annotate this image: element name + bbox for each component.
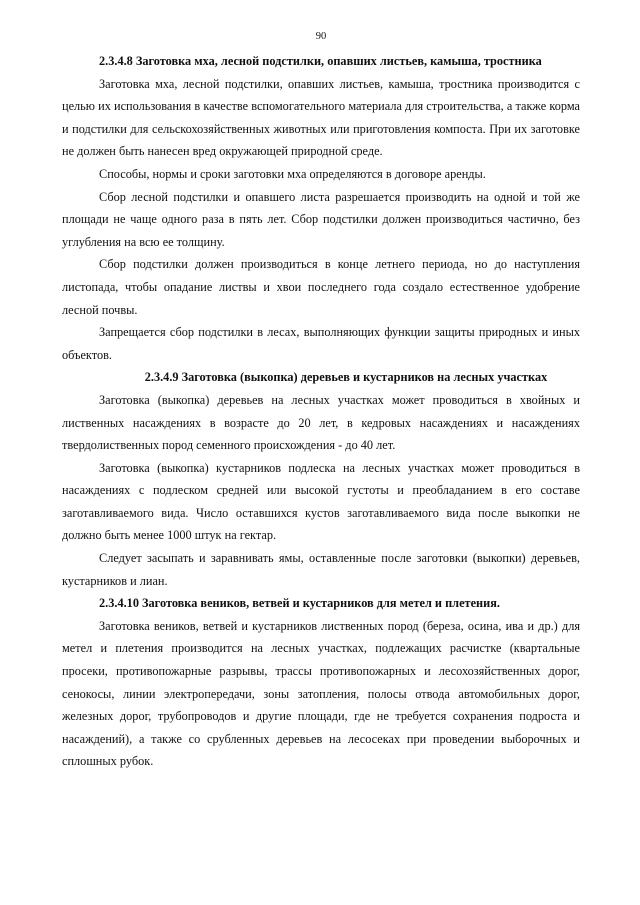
paragraph: Сбор подстилки должен производиться в конце летнего периода, но до наступления листопада, чтобы опадание листвы и хвои последнего года создало естественное удобрение лесной почвы. — [62, 257, 580, 317]
paragraph: Заготовка мха, лесной подстилки, опавших листьев, камыша, тростника производится с целью их использования в качестве вспомогательного материала для строительства, а также корма и подстилки для сельскохозяйственных животных или приготовления компоста. При их заготовке не должен быть нанесен вред окружающей природной среде. — [62, 76, 580, 159]
section-heading-2-3-4-8: 2.3.4.8 Заготовка мха, лесной подстилки, опавших листьев, камыша, тростника — [99, 54, 542, 68]
paragraph: Заготовка веников, ветвей и кустарников лиственных пород (береза, осина, ива и др.) для метел и плетения производится на лесных участках, подлежащих расчистке (квартальные просеки, противопожарные разрывы, трассы противопожарных и лесохозяйственных дорог, сенокосы, линии электропередачи, зоны затопления, полосы отвода автомобильных дорог, железных дорог, трубопроводов и другие площади, где не требуется сохранения подроста и насаждений), а также со срубленных деревьев на лесосеках при проведении выборочных и сплошных рубок. — [62, 618, 580, 769]
page-number: 90 — [315, 31, 327, 42]
paragraph: Заготовка (выкопка) деревьев на лесных участках может проводиться в хвойных и лиственных насаждениях в возрасте до 20 лет, в кедровых насаждениях и насаждениях твердолиственных пород семенного происхождения - до 40 лет. — [62, 392, 580, 453]
paragraph: Следует засыпать и заравнивать ямы, оставленные после заготовки (выкопки) деревьев, кустарников и лиан. — [62, 551, 580, 588]
paragraph: Сбор лесной подстилки и опавшего листа разрешается производить на одной и той же площади не чаще одного раза в пять лет. Сбор подстилки должен производиться частично, без углубления на всю ее толщину. — [62, 189, 580, 249]
section-heading-2-3-4-9: 2.3.4.9 Заготовка (выкопка) деревьев и кустарников на лесных участках — [144, 370, 548, 385]
document-body — [62, 50, 580, 773]
section-heading-2-3-4-10: 2.3.4.10 Заготовка веников, ветвей и кустарников для метел и плетения. — [99, 596, 500, 611]
paragraph: Заготовка (выкопка) кустарников подлеска на лесных участках может проводиться в насаждениях с подлеском средней или высокой густоты и преобладанием в его составе заготавливаемого вида. Число оставшихся кустов заготавливаемого вида после выкопки не должно быть менее 1000 штук на гектар. — [62, 460, 580, 543]
paragraph: Способы, нормы и сроки заготовки мха определяются в договоре аренды. — [99, 166, 486, 181]
paragraph: Запрещается сбор подстилки в лесах, выполняющих функции защиты природных и иных объектов. — [62, 325, 580, 362]
